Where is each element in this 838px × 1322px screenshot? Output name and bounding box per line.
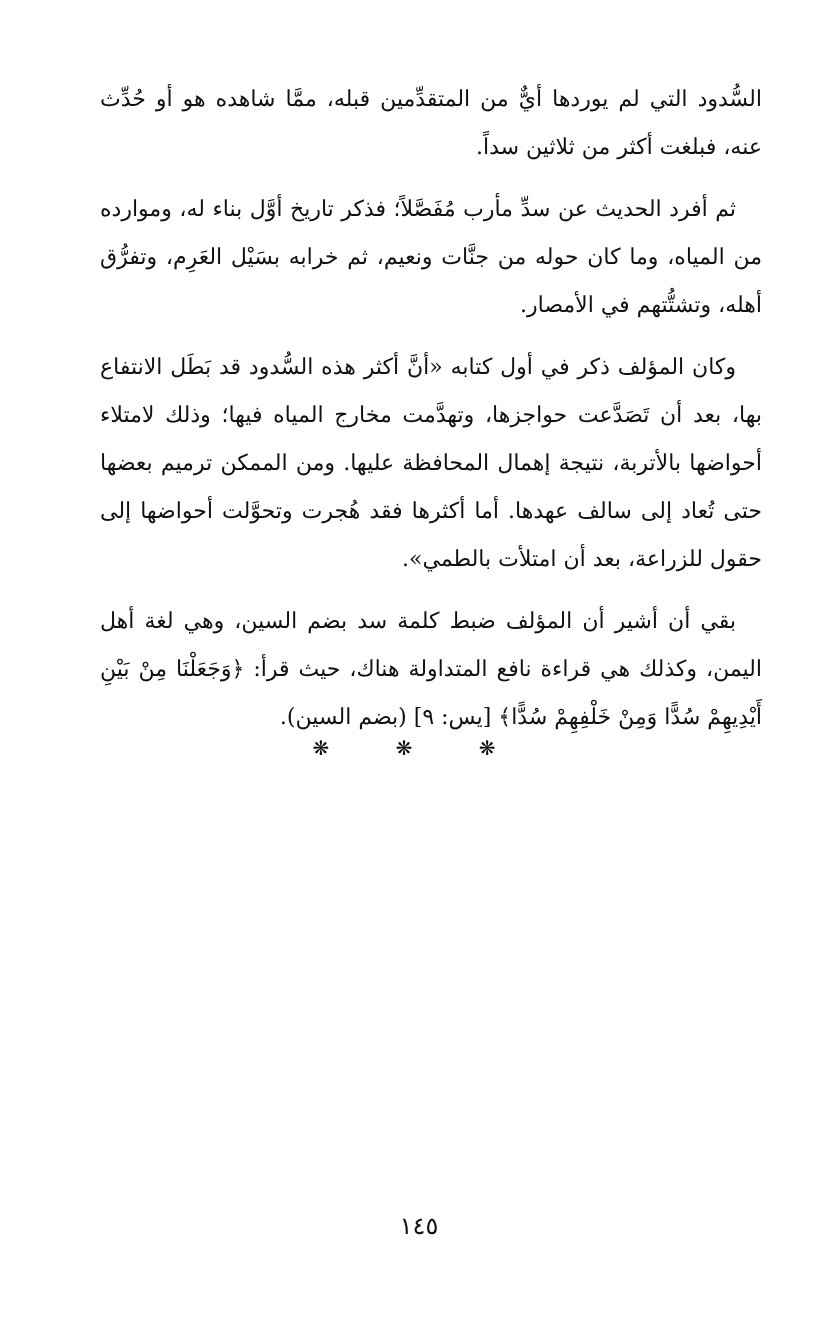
body-text xyxy=(100,76,762,756)
paragraph-1: السُّدود التي لم يوردها أيٌّ من المتقدِّمين قبله، ممَّا شاهده هو أو حُدِّث عنه، فبلغت أكثر من ثلاثين سداً. xyxy=(100,87,762,160)
paragraph-3: وكان المؤلف ذكر في أول كتابه «أنَّ أكثر هذه السُّدود قد بَطَل الانتفاع بها، بعد أن تَصَدَّعت حواجزها، وتهدَّمت مخارج المياه فيها؛ وذلك لامتلاء أحواضها بالأتربة، نتيجة إهمال المحافظة عليها. ومن الممكن ترميم بعضها حتى تُعاد إلى سالف عهدها. أما أكثرها فقد هُجرت وتحوَّلت أحواضها إلى حقول للزراعة، بعد أن امتلأت بالطمي». xyxy=(100,355,762,572)
paragraph-4: بقي أن أشير أن المؤلف ضبط كلمة سد بضم السين، وهي لغة أهل اليمن، وكذلك هي قراءة نافع المتداولة هناك، حيث قرأ: ﴿وَجَعَلْنَا مِنْ بَيْنِ أَيْدِيهِمْ سُدًّا وَمِنْ خَلْفِهِمْ سُدًّا﴾ [يس: ٩] (بضم السين). xyxy=(100,609,762,730)
section-divider-asterisks: ❋ ❋ ❋ xyxy=(312,736,526,760)
page-number: ١٤٥ xyxy=(399,1212,439,1240)
paragraph-2: ثم أفرد الحديث عن سدِّ مأرب مُفَصَّلاً؛ فذكر تاريخ أوَّل بناء له، وموارده من المياه، وما كان حوله من جنَّات ونعيم، ثم خرابه بسَيْل العَرِم، وتفرُّق أهله، وتشتُّتهم في الأمصار. xyxy=(100,197,762,318)
